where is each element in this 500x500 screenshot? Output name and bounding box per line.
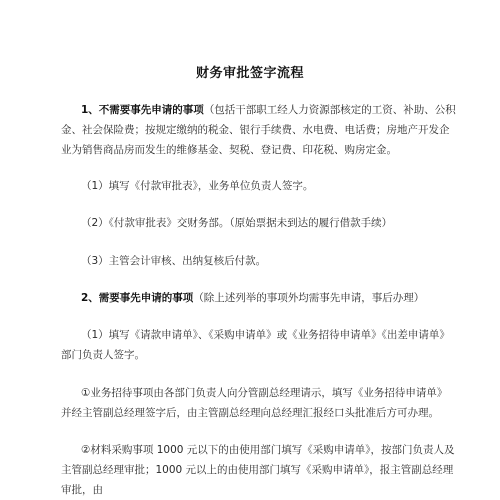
section1-step-3: （3）主管会计审核、出纳复核后付款。 bbox=[81, 255, 267, 267]
section1-text: （包括干部职工经人力资源部核定的工资、补助、公积金、社会保险费；按规定缴纳的税金、银行手续费、水电费、电话费；房地产开发企业为销售商品房而发生的维修基金、契税、登记费、印花税、购房定金。 bbox=[61, 104, 456, 156]
section1-step-1: （1）填写《付款审批表》，业务单位负责人签字。 bbox=[81, 180, 314, 192]
section2-step-1: （1）填写《请款申请单》、《采购申请单》或《业务招待申请单》《出差申请单》部门负责人签字。 bbox=[61, 329, 450, 361]
section1-paragraph bbox=[61, 100, 456, 160]
section1-heading: 1、不需要事先申请的事项 bbox=[81, 104, 204, 116]
section1-step-2: （2）《付款审批表》交财务部。（原始票据未到达的履行借款手续） bbox=[81, 217, 393, 229]
section2-item-2: ②材料采购事项 1000 元以下的由使用部门填写《采购申请单》，按部门负责人及主管副总经理审批；1000 元以上的由使用部门填写《采购申请单》，报主管副总经理审批，由 bbox=[61, 444, 455, 496]
section2-item-1: ①业务招待事项由各部门负责人向分管副总经理请示，填写《业务招待申请单》并经主管副总经理签字后，由主管副总经理向总经理汇报经口头批准后方可办理。 bbox=[61, 387, 448, 419]
section2-paragraph bbox=[61, 288, 456, 308]
section2-text: （除上述列举的事项外均需事先申请，事后办理） bbox=[193, 292, 425, 304]
document-title: 财务审批签字流程 bbox=[195, 66, 304, 81]
section2-heading: 2、需要事先申请的事项 bbox=[81, 292, 194, 304]
